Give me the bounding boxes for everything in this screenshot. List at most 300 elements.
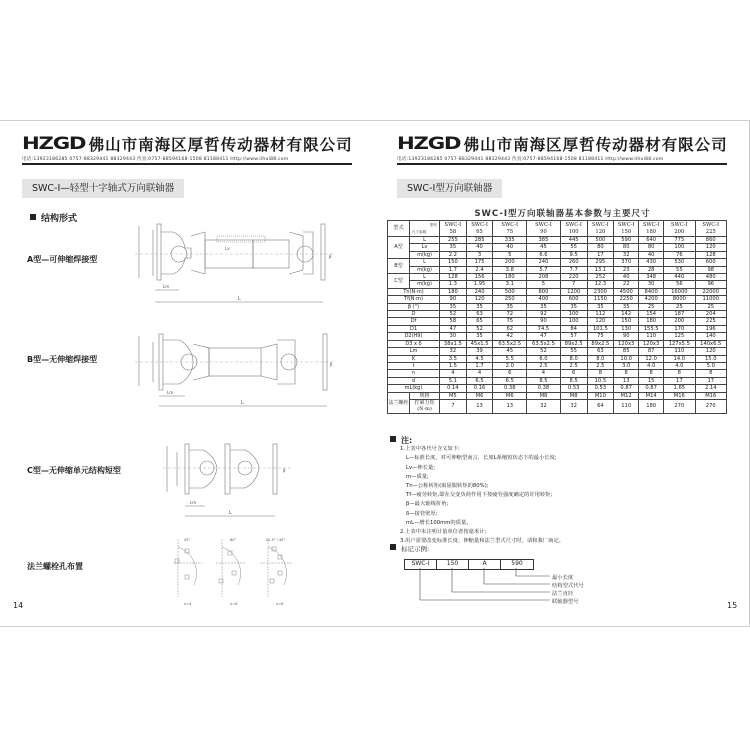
- param-cell: Lv: [410, 244, 440, 251]
- value-cell: 80: [614, 244, 639, 251]
- value-cell: 89x2.5: [560, 340, 587, 347]
- value-cell: 8.0: [560, 355, 587, 362]
- value-cell: 1.3: [440, 281, 467, 288]
- type-c-drawing-icon: [163, 440, 293, 520]
- mark-box-type: A: [469, 560, 501, 569]
- value-cell: 12.3: [587, 281, 614, 288]
- table-row: [388, 244, 727, 251]
- value-cell: 180: [440, 288, 467, 295]
- table-title: SWC-Ⅰ型万向联轴器基本参数与主要尺寸: [474, 209, 651, 219]
- table-row: [388, 281, 727, 288]
- type-c-label: C型—无伸缩单元结构短型: [27, 466, 121, 475]
- value-cell: 7: [560, 281, 587, 288]
- table-row: [388, 348, 727, 355]
- value-cell: 480: [695, 274, 726, 281]
- value-cell: 775: [664, 237, 695, 244]
- value-cell: 120x3: [639, 340, 664, 347]
- note-line: β—最大轴线折角;: [406, 501, 449, 508]
- value-cell: 52: [440, 311, 467, 318]
- value-cell: 40: [466, 244, 493, 251]
- param-cell: L: [410, 237, 440, 244]
- value-cell: 208: [527, 274, 561, 281]
- header-rule: [397, 163, 727, 165]
- mark-box-flange: 150: [437, 560, 469, 569]
- value-cell: 1.65: [664, 385, 695, 392]
- value-cell: 8.0: [587, 355, 614, 362]
- mark-box-model: SWC-Ⅰ: [405, 560, 437, 569]
- section-heading: [30, 211, 77, 224]
- value-cell: 16000: [664, 288, 695, 295]
- value-cell: 6: [560, 370, 587, 377]
- param-cell: t: [388, 362, 440, 369]
- table-row: [388, 340, 727, 347]
- value-cell: 2.0: [493, 362, 527, 369]
- table-row: [388, 237, 727, 244]
- value-cell: 0.53: [587, 385, 614, 392]
- value-cell: 445: [560, 237, 587, 244]
- value-cell: 370: [614, 259, 639, 266]
- table-row: [388, 303, 727, 310]
- table-row: [388, 377, 727, 384]
- value-cell: 17: [587, 251, 614, 258]
- mark-label: 结构型式代号: [552, 583, 584, 589]
- group-label-cell: C型: [388, 274, 410, 289]
- value-cell: 0.16: [466, 385, 493, 392]
- value-cell: 28: [639, 266, 664, 273]
- value-cell: 4: [440, 370, 467, 377]
- value-cell: 180: [493, 274, 527, 281]
- model-header-cell: SWC-Ⅰ 200: [664, 221, 695, 237]
- svg-text:Lm: Lm: [163, 284, 170, 289]
- value-cell: 6: [493, 370, 527, 377]
- value-cell: 98: [695, 266, 726, 273]
- param-cell: d: [388, 377, 440, 384]
- value-cell: 11000: [695, 296, 726, 303]
- value-cell: 14.0: [664, 355, 695, 362]
- value-cell: 40: [639, 251, 664, 258]
- model-header-cell: SWC-Ⅰ 58: [440, 221, 467, 237]
- table-header-row: [388, 221, 727, 237]
- marking-leader-lines: [404, 568, 564, 608]
- value-cell: 55: [664, 266, 695, 273]
- svg-text:n=8: n=8: [276, 602, 284, 606]
- value-cell: 13: [466, 399, 493, 413]
- value-cell: 3.5: [440, 355, 467, 362]
- value-cell: 2.2: [440, 251, 467, 258]
- bullet-square-icon: [390, 436, 396, 442]
- value-cell: 32: [440, 348, 467, 355]
- param-cell: K: [388, 355, 440, 362]
- right-header: [397, 133, 727, 165]
- value-cell: 35: [587, 303, 614, 310]
- value-cell: 75: [493, 318, 527, 325]
- value-cell: 4.0: [639, 362, 664, 369]
- value-cell: 63: [587, 348, 614, 355]
- value-cell: 8000: [664, 296, 695, 303]
- value-cell: 1.7: [466, 362, 493, 369]
- model-header-cell: SWC-Ⅰ 75: [493, 221, 527, 237]
- value-cell: 5.7: [527, 266, 561, 273]
- value-cell: 600: [560, 296, 587, 303]
- value-cell: 45: [493, 348, 527, 355]
- value-cell: 55: [560, 348, 587, 355]
- value-cell: 120: [587, 318, 614, 325]
- value-cell: 75: [587, 333, 614, 340]
- value-cell: 25: [695, 303, 726, 310]
- value-cell: 13: [493, 399, 527, 413]
- value-cell: 17: [664, 377, 695, 384]
- value-cell: 127x5.5: [664, 340, 695, 347]
- note-line: δ—接管壁厚;: [406, 510, 438, 517]
- value-cell: 142: [614, 311, 639, 318]
- value-cell: 225: [695, 318, 726, 325]
- value-cell: 6.0: [527, 355, 561, 362]
- value-cell: 430: [639, 259, 664, 266]
- value-cell: 3.1: [493, 281, 527, 288]
- contact-line: 电话:13923186285 0757-88329441 88329443 传真:0757-88594168-1508 81188411 Http://www.lihui88.com: [22, 157, 289, 162]
- param-cell: D1: [388, 325, 440, 332]
- value-cell: 90: [614, 333, 639, 340]
- value-cell: 38x1.5: [440, 340, 467, 347]
- mark-label: 最小长度: [552, 575, 574, 581]
- model-header-cell: SWC-Ⅰ 65: [466, 221, 493, 237]
- group-label-cell: B型: [388, 259, 410, 274]
- value-cell: 130: [614, 325, 639, 332]
- svg-text:β: β: [283, 468, 286, 473]
- table-row: [388, 259, 727, 266]
- company-logo: HZGD: [22, 134, 86, 154]
- value-cell: 35: [466, 303, 493, 310]
- group-label-cell: 法兰螺栓: [388, 392, 410, 413]
- note-line: Tn—公称转矩(取屈服转矩的80%);: [406, 483, 489, 490]
- value-cell: 5: [527, 281, 561, 288]
- company-name: 佛山市南海区厚哲传动器材有限公司: [88, 136, 353, 154]
- value-cell: 8: [639, 370, 664, 377]
- value-cell: M8: [560, 392, 587, 399]
- value-cell: 112: [587, 311, 614, 318]
- notes-heading: 注:: [401, 436, 413, 445]
- param-cell: 规格: [410, 392, 440, 399]
- value-cell: 260: [560, 259, 587, 266]
- value-cell: 4200: [639, 296, 664, 303]
- svg-text:n=6: n=6: [230, 602, 238, 606]
- value-cell: 10.0: [614, 355, 639, 362]
- value-cell: 30: [639, 281, 664, 288]
- param-cell: m(kg): [410, 266, 440, 273]
- param-cell: D2(H9): [388, 333, 440, 340]
- value-cell: 590: [614, 237, 639, 244]
- value-cell: 12.0: [639, 355, 664, 362]
- value-cell: 32: [614, 251, 639, 258]
- value-cell: 270: [695, 399, 726, 413]
- value-cell: 8: [587, 370, 614, 377]
- value-cell: 4: [466, 370, 493, 377]
- type-b-drawing-icon: [135, 330, 335, 410]
- table-row: [388, 296, 727, 303]
- param-cell: 拧紧力矩 (N·m): [410, 399, 440, 413]
- table-row: [388, 311, 727, 318]
- value-cell: 800: [527, 288, 561, 295]
- value-cell: 89x2.5: [587, 340, 614, 347]
- value-cell: 270: [664, 399, 695, 413]
- value-cell: 3.8: [493, 266, 527, 273]
- value-cell: M12: [614, 392, 639, 399]
- bullet-square-icon: [390, 544, 396, 550]
- table-row: [388, 385, 727, 392]
- svg-text:L: L: [238, 296, 241, 302]
- table-row: [388, 274, 727, 281]
- value-cell: 2.14: [695, 385, 726, 392]
- spec-table: [387, 220, 727, 414]
- value-cell: M6: [493, 392, 527, 399]
- marking-heading: [390, 544, 429, 553]
- value-cell: 90: [440, 296, 467, 303]
- value-cell: 8.5: [560, 377, 587, 384]
- value-cell: 40: [614, 274, 639, 281]
- value-cell: 0.87: [614, 385, 639, 392]
- table-row: [388, 333, 727, 340]
- value-cell: 8: [664, 370, 695, 377]
- value-cell: 530: [664, 259, 695, 266]
- svg-text:L: L: [241, 400, 244, 406]
- param-cell: m(kg): [410, 281, 440, 288]
- value-cell: 295: [587, 259, 614, 266]
- value-cell: 25: [639, 303, 664, 310]
- value-cell: 0.38: [527, 385, 561, 392]
- value-cell: 63: [466, 311, 493, 318]
- section-heading-text: 结构形式: [41, 214, 78, 224]
- flange-layout-label: 法兰螺栓孔布置: [27, 562, 83, 571]
- value-cell: 13.1: [587, 266, 614, 273]
- value-cell: 348: [639, 274, 664, 281]
- svg-text:60°: 60°: [230, 538, 237, 542]
- value-cell: 15.0: [695, 355, 726, 362]
- value-cell: 8: [695, 370, 726, 377]
- note-line: Lv—伸长量;: [406, 464, 436, 471]
- value-cell: 45: [527, 244, 561, 251]
- param-cell: D3 x δ: [388, 340, 440, 347]
- param-cell: β (°): [388, 303, 440, 310]
- value-cell: 5.1: [440, 377, 467, 384]
- value-cell: 128: [695, 251, 726, 258]
- value-cell: 6.5: [466, 377, 493, 384]
- corner-diagonal-cell: 型号 尺寸参数: [410, 221, 440, 237]
- type-a-label: A型—可伸缩焊接型: [27, 255, 98, 264]
- value-cell: 250: [493, 296, 527, 303]
- value-cell: 4: [527, 370, 561, 377]
- value-cell: 25: [664, 303, 695, 310]
- value-cell: M6: [466, 392, 493, 399]
- note-line: m—质量;: [406, 473, 429, 480]
- value-cell: 23: [614, 266, 639, 273]
- right-page: [375, 121, 750, 626]
- svg-text:Lm: Lm: [167, 390, 174, 395]
- notes-block: [390, 436, 564, 546]
- param-cell: D: [388, 311, 440, 318]
- value-cell: 35: [466, 333, 493, 340]
- type-a-drawing-icon: [135, 218, 335, 308]
- svg-text:45°: 45°: [184, 538, 191, 542]
- param-cell: Lm: [388, 348, 440, 355]
- svg-text:L: L: [229, 510, 232, 516]
- value-cell: 140x6.5: [695, 340, 726, 347]
- note-line: 3.用户需要改变标准长度、伸缩量和法兰型式尺寸时，请和我厂商定。: [400, 538, 564, 545]
- value-cell: 2.5: [527, 362, 561, 369]
- value-cell: 3: [466, 251, 493, 258]
- value-cell: 120x3: [614, 340, 639, 347]
- table-row: [388, 355, 727, 362]
- mark-label: 法兰直径: [552, 591, 574, 597]
- value-cell: M5: [440, 392, 467, 399]
- value-cell: 4500: [614, 288, 639, 295]
- value-cell: 2250: [614, 296, 639, 303]
- bullet-square-icon: [30, 214, 36, 220]
- value-cell: 39: [466, 348, 493, 355]
- value-cell: 600: [695, 259, 726, 266]
- param-cell: Tn(N·m): [388, 288, 440, 295]
- left-page: [0, 121, 375, 626]
- value-cell: M8: [527, 392, 561, 399]
- svg-text:n=4: n=4: [184, 602, 192, 606]
- value-cell: 63.5x2.5: [527, 340, 561, 347]
- value-cell: 204: [695, 311, 726, 318]
- value-cell: 6.6: [527, 251, 561, 258]
- value-cell: 175: [466, 259, 493, 266]
- value-cell: 0.14: [440, 385, 467, 392]
- value-cell: 0.38: [493, 385, 527, 392]
- value-cell: M14: [639, 392, 664, 399]
- value-cell: 150: [440, 259, 467, 266]
- value-cell: 5.0: [695, 362, 726, 369]
- value-cell: 76: [664, 251, 695, 258]
- table-row: [388, 392, 727, 399]
- value-cell: M16: [695, 392, 726, 399]
- value-cell: 13: [614, 377, 639, 384]
- left-header: [22, 133, 352, 165]
- param-cell: m(kg): [410, 251, 440, 258]
- value-cell: 85: [614, 348, 639, 355]
- value-cell: 285: [466, 237, 493, 244]
- value-cell: 72: [493, 311, 527, 318]
- value-cell: 45x1.5: [466, 340, 493, 347]
- model-header-cell: SWC-Ⅰ 120: [587, 221, 614, 237]
- company-name: 佛山市南海区厚哲传动器材有限公司: [463, 136, 728, 154]
- value-cell: 56: [664, 281, 695, 288]
- value-cell: 30: [440, 333, 467, 340]
- value-cell: 9.5: [560, 251, 587, 258]
- value-cell: 35: [560, 303, 587, 310]
- value-cell: 4.5: [466, 355, 493, 362]
- value-cell: 87: [639, 348, 664, 355]
- value-cell: 90: [527, 318, 561, 325]
- model-header-cell: SWC-Ⅰ 180: [639, 221, 664, 237]
- value-cell: 5.5: [493, 355, 527, 362]
- value-cell: 180: [639, 399, 664, 413]
- value-cell: 3.0: [614, 362, 639, 369]
- value-cell: 1.5: [440, 362, 467, 369]
- value-cell: 120: [695, 348, 726, 355]
- model-header-cell: SWC-Ⅰ 90: [527, 221, 561, 237]
- param-cell: mL(kg): [388, 385, 440, 392]
- model-header-cell: SWC-Ⅰ 100: [560, 221, 587, 237]
- value-cell: 10.5: [587, 377, 614, 384]
- value-cell: 17: [695, 377, 726, 384]
- value-cell: 200: [493, 259, 527, 266]
- value-cell: 155.5: [639, 325, 664, 332]
- table-row: [388, 266, 727, 273]
- value-cell: 187: [664, 311, 695, 318]
- value-cell: 196: [695, 325, 726, 332]
- table-row: [388, 362, 727, 369]
- value-cell: 170: [664, 325, 695, 332]
- value-cell: 1150: [587, 296, 614, 303]
- value-cell: 42: [493, 333, 527, 340]
- value-cell: 7: [440, 399, 467, 413]
- value-cell: 150: [614, 318, 639, 325]
- value-cell: 7.7: [560, 266, 587, 273]
- header-rule: [22, 163, 352, 165]
- value-cell: 2.5: [560, 362, 587, 369]
- value-cell: 62: [493, 325, 527, 332]
- value-cell: 65: [466, 318, 493, 325]
- value-cell: 860: [695, 237, 726, 244]
- table-row: [388, 399, 727, 413]
- value-cell: 240: [466, 288, 493, 295]
- value-cell: 335: [493, 237, 527, 244]
- note-line: mL—增长100mm的质量。: [406, 519, 472, 526]
- page-number-right: 15: [727, 601, 738, 610]
- value-cell: 110: [664, 348, 695, 355]
- value-cell: 4.0: [664, 362, 695, 369]
- param-cell: Tf(N·m): [388, 296, 440, 303]
- value-cell: 55: [560, 244, 587, 251]
- value-cell: 57: [560, 333, 587, 340]
- table-row: [388, 318, 727, 325]
- value-cell: 140: [695, 333, 726, 340]
- value-cell: 220: [560, 274, 587, 281]
- table-row: [388, 325, 727, 332]
- note-line: 2.上表中未注明计量单位者按毫米计;: [400, 529, 487, 536]
- value-cell: 58: [440, 318, 467, 325]
- contact-line: 电话:13923186285 0757-88329441 88329443 传真:0757-88594168-1508 81188411 Http://www.lihui88.com: [397, 157, 664, 162]
- catalog-spread: [0, 120, 750, 627]
- value-cell: 8.5: [527, 377, 561, 384]
- value-cell: 52: [466, 325, 493, 332]
- value-cell: 2.5: [587, 362, 614, 369]
- value-cell: 100: [560, 318, 587, 325]
- value-cell: 200: [664, 318, 695, 325]
- value-cell: 6.5: [493, 377, 527, 384]
- value-cell: 32: [560, 399, 587, 413]
- svg-text:Lv: Lv: [225, 246, 230, 251]
- value-cell: 84: [560, 325, 587, 332]
- value-cell: 240: [527, 259, 561, 266]
- value-cell: 125: [664, 333, 695, 340]
- group-label-cell: A型: [388, 237, 410, 259]
- value-cell: 80: [587, 244, 614, 251]
- value-cell: 47: [440, 325, 467, 332]
- value-cell: 64: [587, 399, 614, 413]
- value-cell: 35: [440, 244, 467, 251]
- value-cell: 1.7: [440, 266, 467, 273]
- value-cell: 8400: [639, 288, 664, 295]
- model-header-cell: SWC-Ⅰ 150: [614, 221, 639, 237]
- mark-box-length: 590: [511, 560, 523, 567]
- value-cell: 154: [639, 311, 664, 318]
- value-cell: 100: [560, 311, 587, 318]
- value-cell: 2300: [587, 288, 614, 295]
- value-cell: M16: [664, 392, 695, 399]
